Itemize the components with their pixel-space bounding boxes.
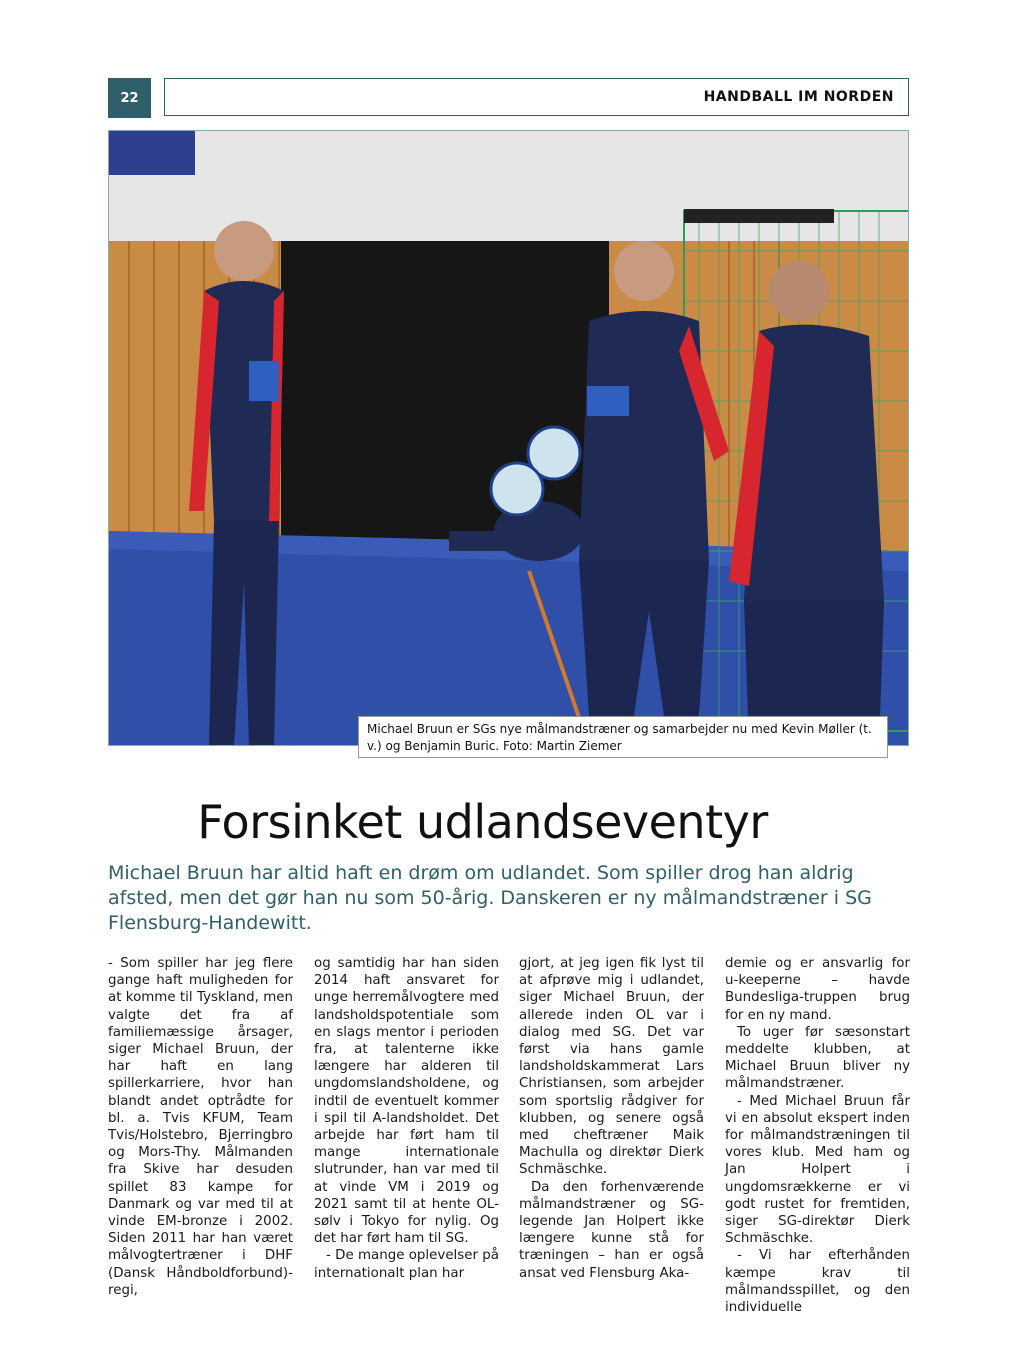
photo-caption: Michael Bruun er SGs nye målmandstræner og samarbejder nu med Kevin Møller (t. v.) og Benjamin Buric. Foto: Martin Ziemer [358, 716, 888, 758]
article-photo [108, 130, 909, 746]
paragraph: - De mange oplevelser på internationalt plan har [314, 1248, 499, 1281]
section-header [164, 78, 909, 116]
article-headline: Forsinket udlandseventyr [197, 795, 768, 849]
article-column-2 [314, 955, 499, 1282]
article-column-4 [725, 955, 910, 1316]
page-number: 22 [108, 78, 151, 118]
paragraph: - Vi har efterhånden kæmpe krav til målmandsspillet, og den individuelle [725, 1248, 910, 1316]
article-lead: Michael Bruun har altid haft en drøm om udlandet. Som spiller drog han aldrig afsted, men det gør han nu som 50-årig. Danskeren er ny målmandstræner i SG Flensburg-Handewitt. [108, 862, 872, 934]
paragraph: demie og er ansvarlig for u-keeperne – havde Bundesliga-truppen brug for en ny mand. [725, 956, 910, 1023]
article-column-3 [519, 955, 704, 1282]
handball-training-photo [109, 131, 909, 746]
paragraph: og samtidig har han siden 2014 haft ansvaret for unge herremålvogtere med landsholdspotentiale som en slags mentor i perioden fra, at talenterne ikke længere har alderen til ungdomslandsholdene, og indtil de eventuelt kommer i spil til A-landsholdet. Det arbejde har ført ham til mange internationale slutrunder, han var med til at vinde VM i 2019 og 2021 samt til at hente OL-sølv i Tokyo for nylig. Og det har ført ham til SG. [314, 956, 499, 1247]
article-column-1 [108, 955, 293, 1299]
paragraph: gjort, at jeg igen fik lyst til at afprøve mig i udlandet, siger Michael Bruun, der allerede inden OL var i dialog med SG. Det var først via hans gamle landsholdskammerat Lars Christiansen, som arbejder som sportslig rådgiver for klubben, og senere også med cheftræner Maik Machulla og direktør Dierk Schmäschke. [519, 956, 704, 1178]
paragraph: - Som spiller har jeg flere gange haft muligheden for at komme til Tyskland, men valgte det fra af familiemæssige årsager, siger Michael Bruun, der har haft en lang spillerkarriere, hvor han blandt andet optrådte for bl. a. Tvis KFUM, Team Tvis/Holstebro, Bjerringbro og Mors-Thy. Målmanden fra Skive har desuden spillet 83 kampe for Danmark og var med til at vinde EM-bronze i 2002. Siden 2011 har han været målvogtertræner i DHF (Dansk Håndboldforbund)-regi, [108, 956, 293, 1298]
paragraph: To uger før sæsonstart meddelte klubben, at Michael Bruun bliver ny målmandstræner. [725, 1024, 910, 1092]
paragraph: Da den forhenværende målmandstræner og SG-legende Jan Holpert ikke længere kunne stå for træningen – han er også ansat ved Flensburg Aka- [519, 1179, 704, 1281]
section-title: HANDBALL IM NORDEN [703, 89, 894, 105]
paragraph: - Med Michael Bruun får vi en absolut ekspert inden for målmandstræningen til vores klub. Med ham og Jan Holpert i ungdomsrækkerne er vi godt rustet for fremtiden, siger SG-direktør Dierk Schmäschke. [725, 1093, 910, 1247]
